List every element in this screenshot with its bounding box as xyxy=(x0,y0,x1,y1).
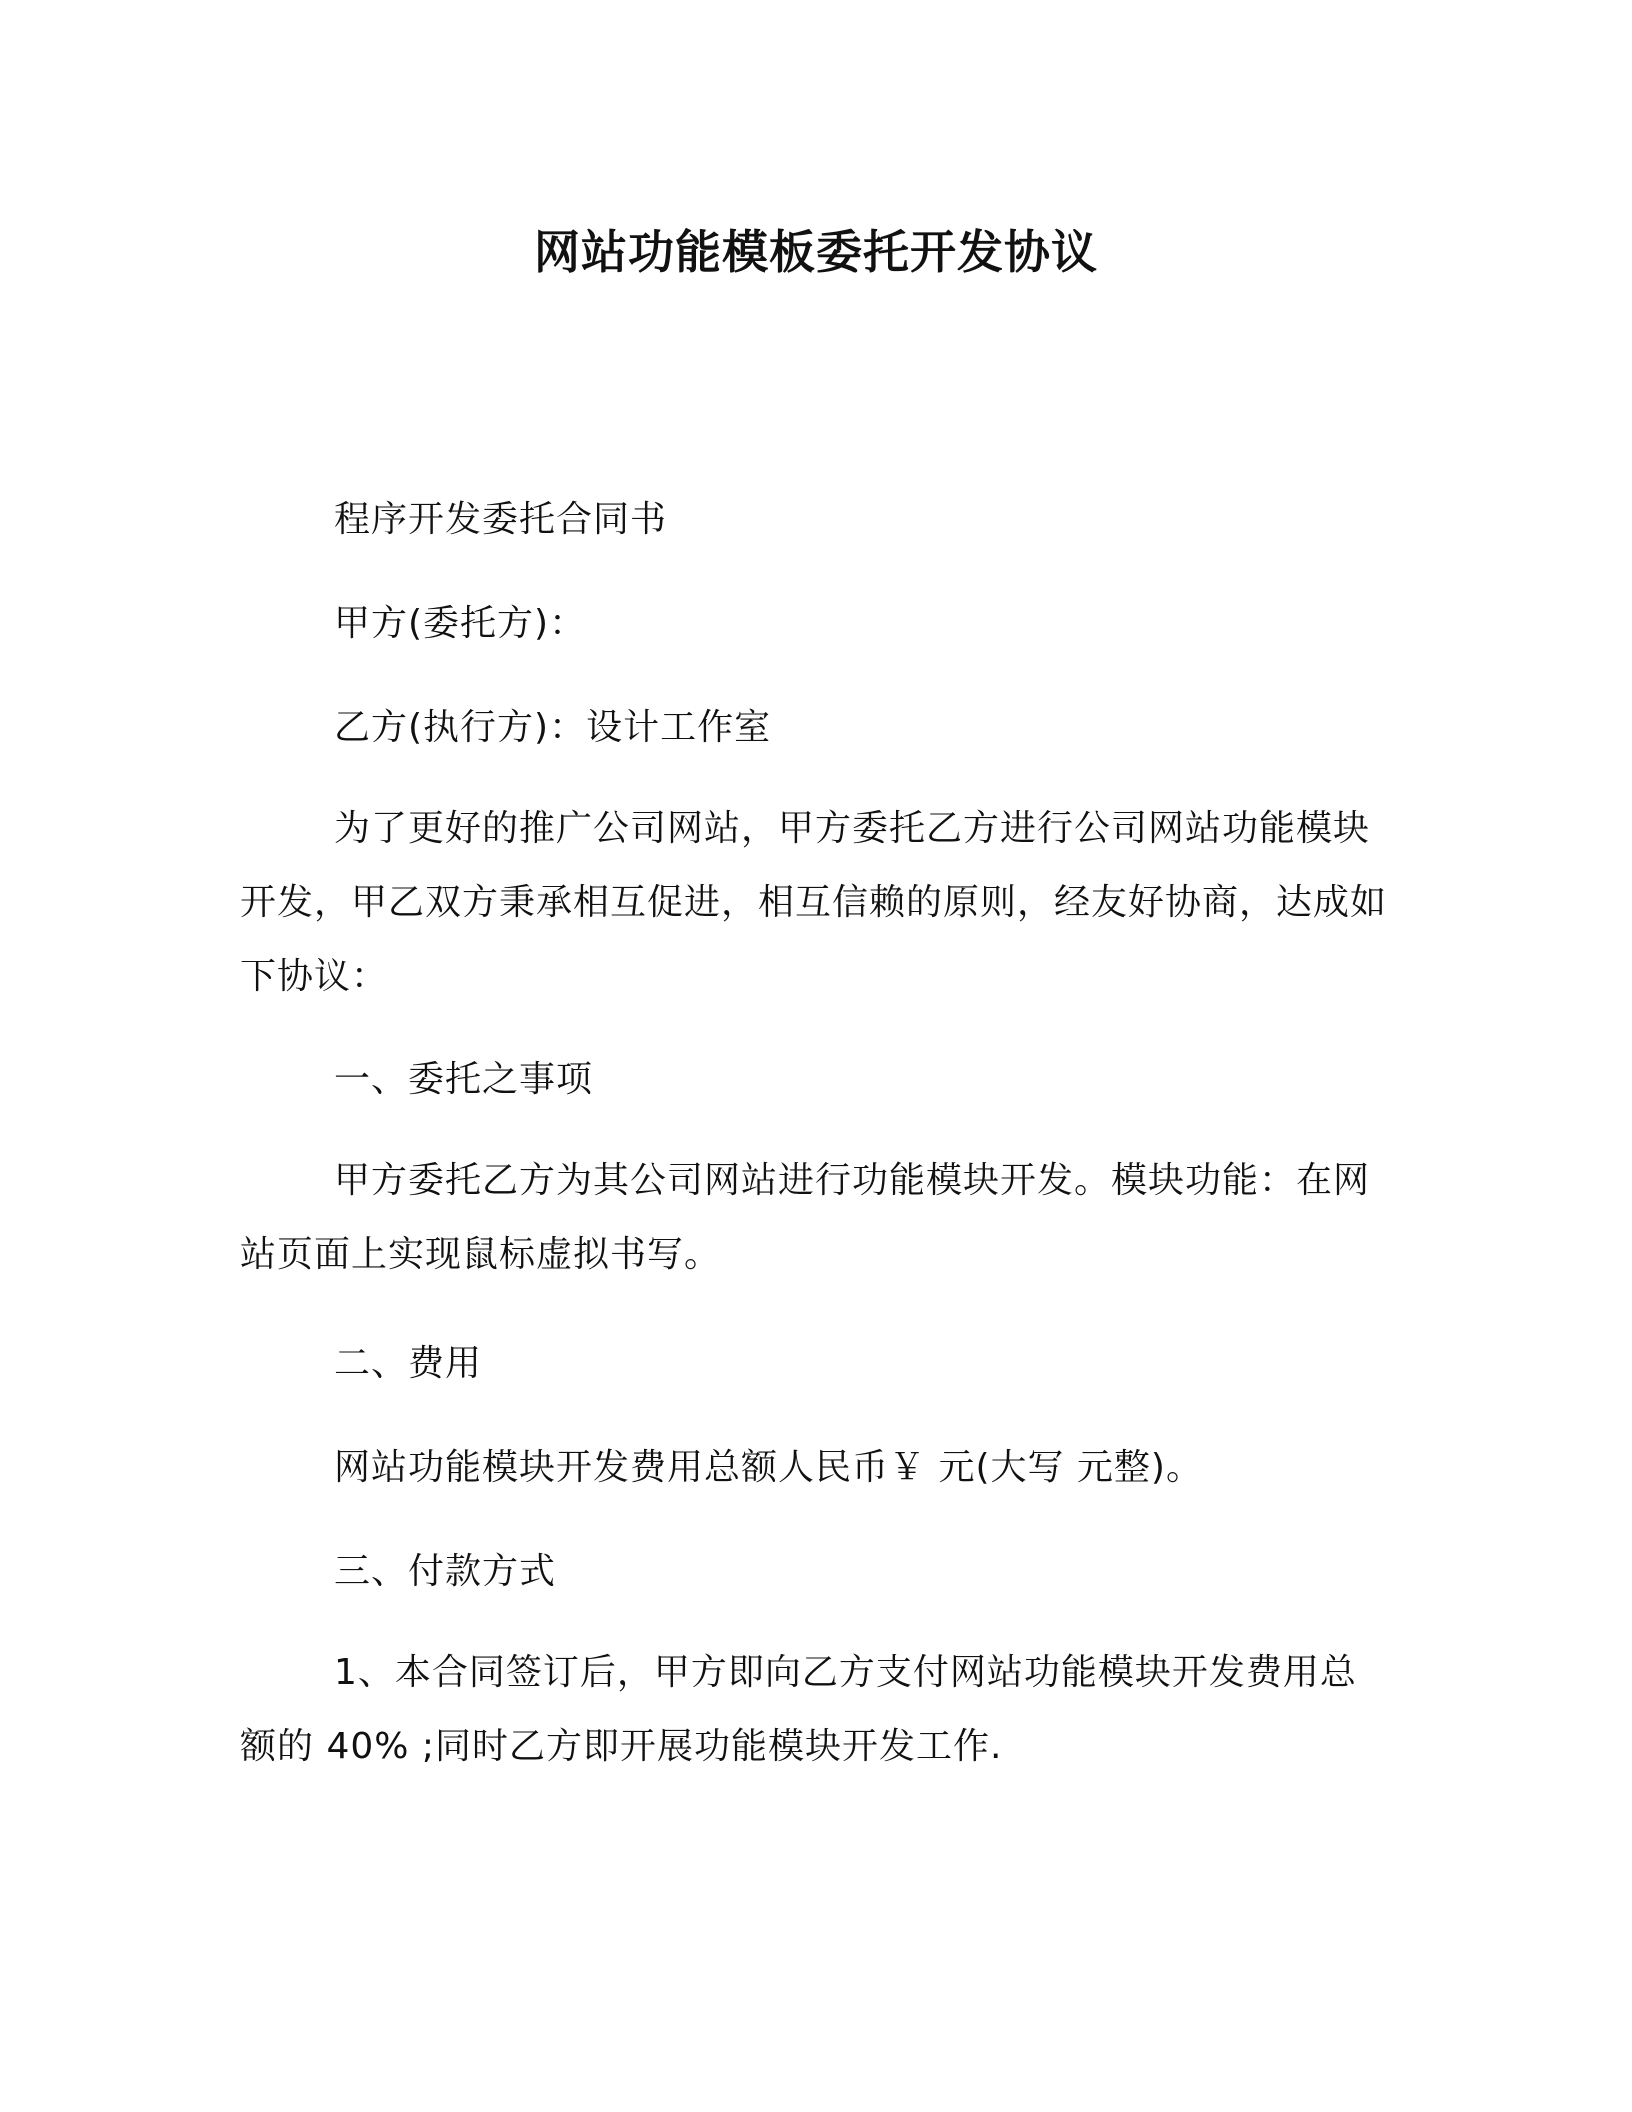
document-title: 网站功能模板委托开发协议 xyxy=(534,225,1098,279)
paragraph-fee: 网站功能模块开发费用总额人民币￥ 元(大写 元整)。 xyxy=(334,1447,1203,1488)
paragraph-entrusted-matter: 甲方委托乙方为其公司网站进行功能模块开发。模块功能：在网站页面上实现鼠标虚拟书写。 xyxy=(240,1160,1371,1275)
section-heading-1: 一、委托之事项 xyxy=(334,1059,594,1100)
paragraph-contract-heading: 程序开发委托合同书 xyxy=(334,499,668,540)
paragraph-intro: 为了更好的推广公司网站，甲方委托乙方进行公司网站功能模块开发，甲乙双方秉承相互促进，相互信赖的原则，经友好协商，达成如下协议： xyxy=(240,808,1388,997)
paragraph-party-a: 甲方(委托方)： xyxy=(334,603,587,644)
section-heading-2: 二、费用 xyxy=(334,1343,483,1384)
paragraph-payment-1: 1、本合同签订后，甲方即向乙方支付网站功能模块开发费用总额的 40% ;同时乙方即开展功能模块开发工作. xyxy=(240,1652,1357,1767)
section-heading-3: 三、付款方式 xyxy=(334,1551,557,1592)
paragraph-party-b: 乙方(执行方)：设计工作室 xyxy=(334,707,772,748)
